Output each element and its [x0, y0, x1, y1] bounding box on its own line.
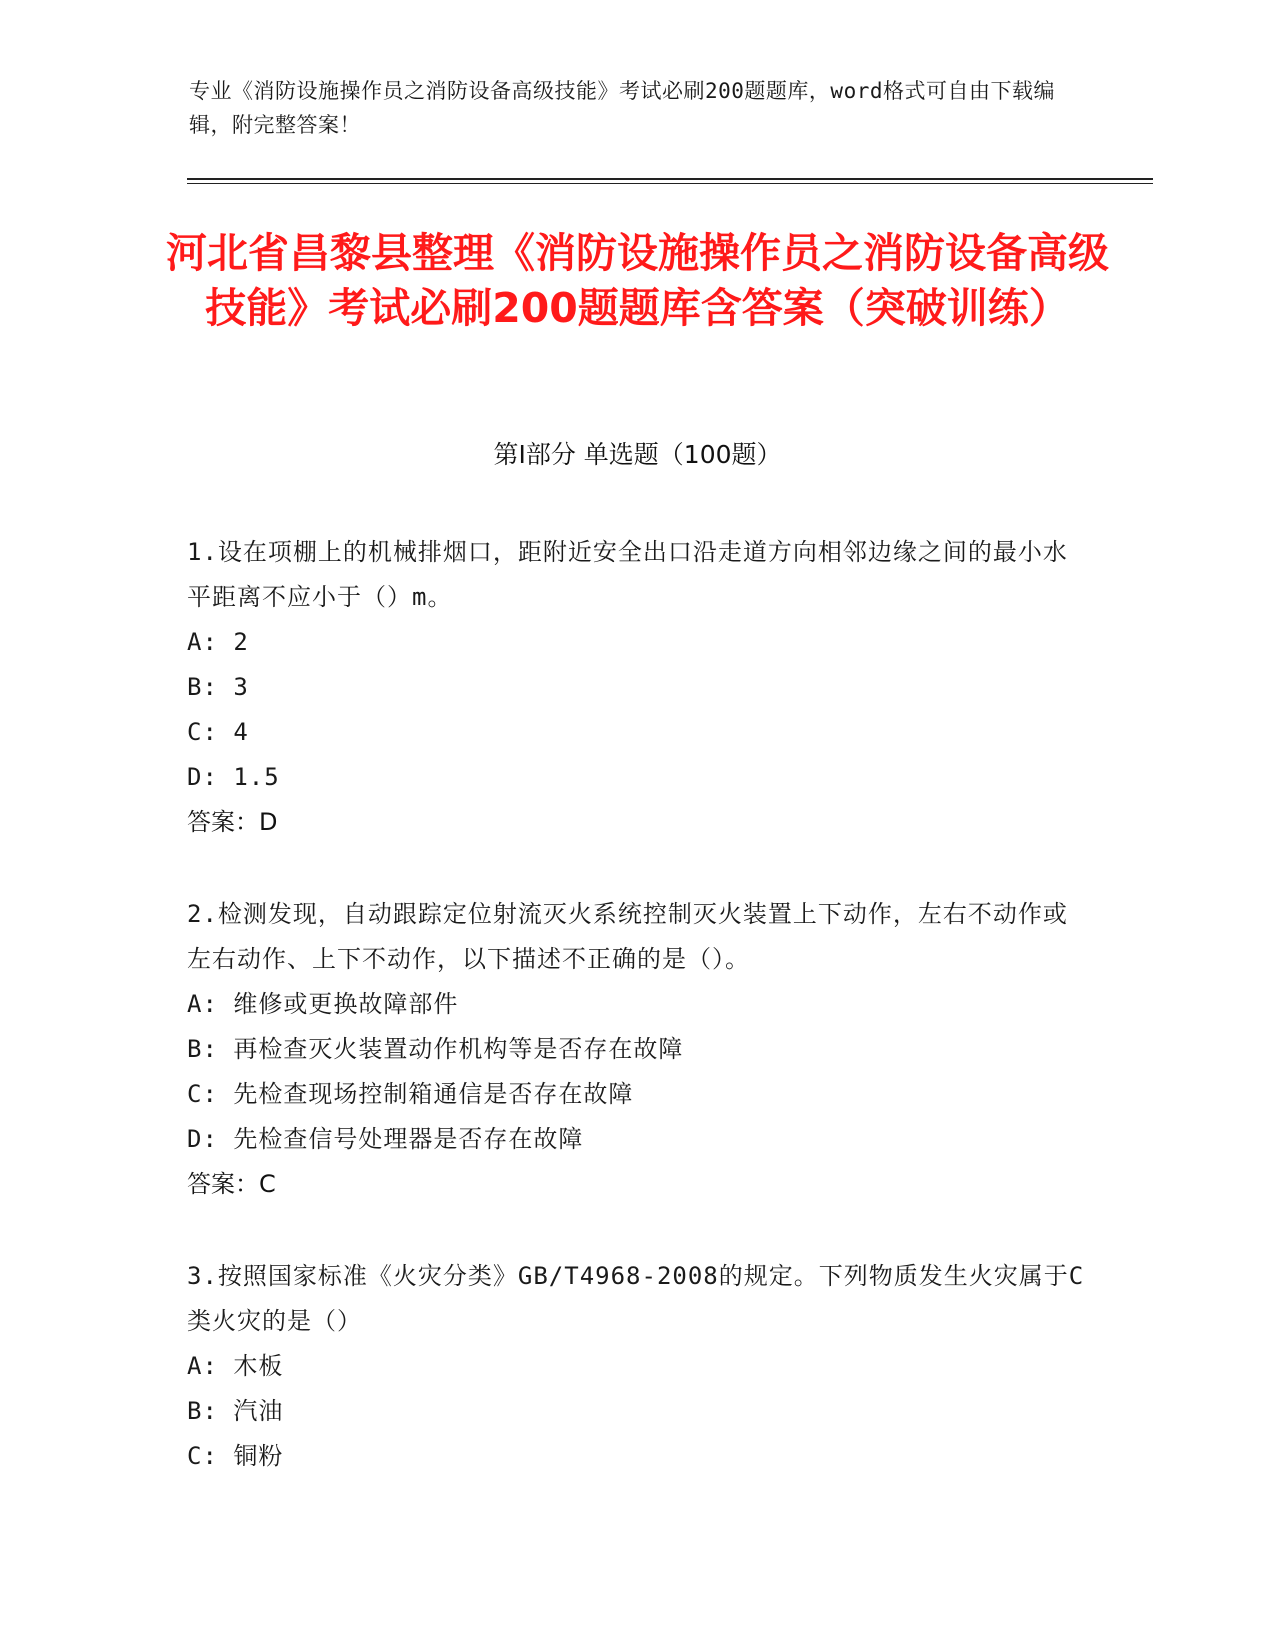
option-c: C: 4 — [187, 718, 249, 746]
answer-line: 答案：D — [187, 808, 278, 836]
question-1 — [187, 530, 1087, 845]
option-d: D: 先检查信号处理器是否存在故障 — [187, 1125, 584, 1153]
option-b: B: 3 — [187, 673, 249, 701]
option-b: B: 汽油 — [187, 1397, 284, 1425]
question-2 — [187, 892, 1087, 1207]
option-d: D: 1.5 — [187, 763, 280, 791]
header-note: 专业《消防设施操作员之消防设备高级技能》考试必刷200题题库，word格式可自由下载编辑，附完整答案！ — [189, 79, 1055, 137]
question-stem: 2.检测发现，自动跟踪定位射流灭火系统控制灭火装置上下动作，左右不动作或左右动作、上下不动作，以下描述不正确的是（）。 — [187, 900, 1068, 973]
document-title: 河北省昌黎县整理《消防设施操作员之消防设备高级技能》考试必刷200题题库含答案（突破训练） — [166, 229, 1109, 332]
section-heading: 第Ⅰ部分 单选题（100题） — [493, 440, 782, 469]
option-b: B: 再检查灭火装置动作机构等是否存在故障 — [187, 1035, 684, 1063]
question-stem: 1.设在项棚上的机械排烟口，距附近安全出口沿走道方向相邻边缘之间的最小水平距离不应小于（）m。 — [187, 538, 1068, 611]
option-a: A: 2 — [187, 628, 249, 656]
answer-line: 答案：C — [187, 1170, 276, 1198]
option-a: A: 木板 — [187, 1352, 284, 1380]
header-divider-thin — [187, 183, 1153, 184]
option-a: A: 维修或更换故障部件 — [187, 990, 459, 1018]
option-c: C: 先检查现场控制箱通信是否存在故障 — [187, 1080, 634, 1108]
option-c: C: 铜粉 — [187, 1442, 284, 1470]
header-divider-thick — [187, 178, 1153, 180]
question-list — [187, 530, 1087, 1526]
question-stem: 3.按照国家标准《火灾分类》GB/T4968-2008的规定。下列物质发生火灾属于C类火灾的是（） — [187, 1262, 1085, 1335]
question-3 — [187, 1254, 1087, 1479]
